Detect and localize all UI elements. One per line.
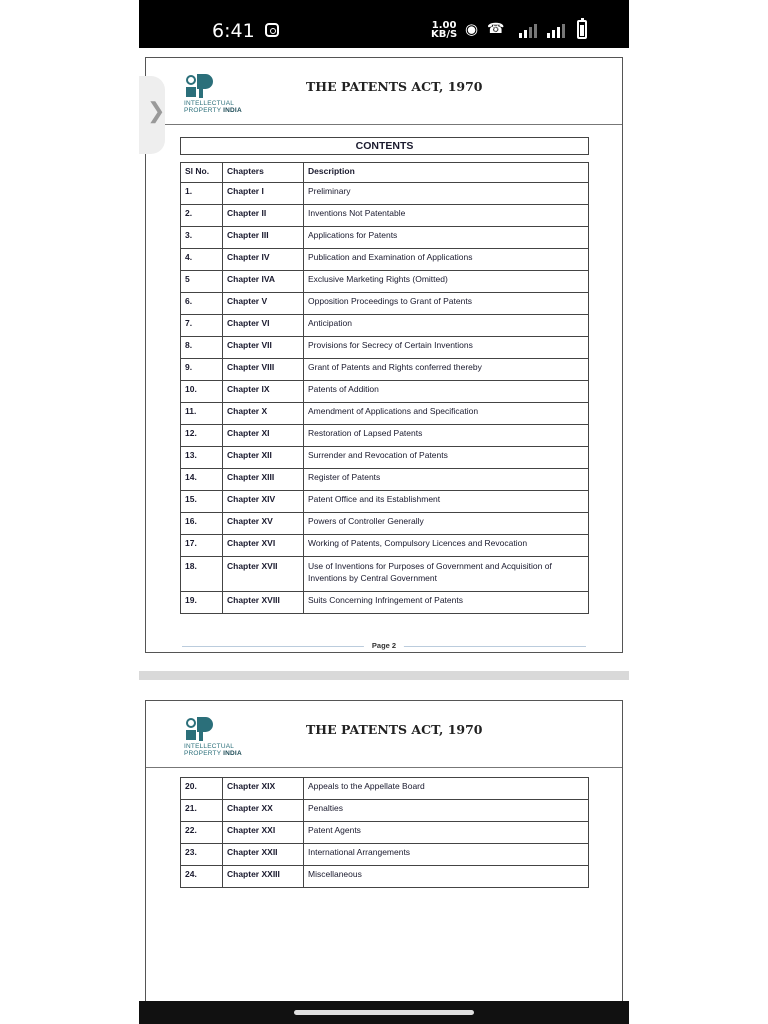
- chapter-cell: Chapter X: [223, 403, 304, 425]
- table-row: [181, 447, 589, 469]
- table-row: [181, 592, 589, 614]
- chapter-cell: Chapter XXIII: [223, 866, 304, 888]
- battery-icon: [577, 20, 587, 39]
- table-row: [181, 778, 589, 800]
- table-row: [181, 337, 589, 359]
- description-cell: Suits Concerning Infringement of Patents: [304, 592, 589, 614]
- chapter-cell: Chapter IVA: [223, 271, 304, 293]
- chapter-cell: Chapter XIII: [223, 469, 304, 491]
- table-row: [181, 535, 589, 557]
- sl-no-cell: 23.: [181, 844, 223, 866]
- page-footer: [182, 641, 586, 651]
- chapter-cell: Chapter II: [223, 205, 304, 227]
- sidebar-toggle[interactable]: [139, 76, 165, 154]
- description-cell: Anticipation: [304, 315, 589, 337]
- page-separator: [139, 671, 629, 680]
- chapter-cell: Chapter IX: [223, 381, 304, 403]
- contents-table-continued: [180, 777, 589, 888]
- chapter-cell: Chapter XVIII: [223, 592, 304, 614]
- chapter-cell: Chapter XV: [223, 513, 304, 535]
- header-divider: [146, 124, 622, 125]
- document-page-3: [145, 700, 623, 1010]
- table-row: [181, 866, 589, 888]
- table-row: [181, 800, 589, 822]
- description-cell: Working of Patents, Compulsory Licences and Revocation: [304, 535, 589, 557]
- header-chapters: Chapters: [223, 163, 304, 183]
- description-cell: Amendment of Applications and Specification: [304, 403, 589, 425]
- description-cell: Register of Patents: [304, 469, 589, 491]
- contents-heading: CONTENTS: [180, 137, 589, 155]
- ip-india-logo-icon: [184, 74, 214, 98]
- clock: 6:41: [212, 20, 255, 42]
- table-row: [181, 359, 589, 381]
- sl-no-cell: 10.: [181, 381, 223, 403]
- sl-no-cell: 16.: [181, 513, 223, 535]
- chapter-cell: Chapter XXI: [223, 822, 304, 844]
- description-cell: Preliminary: [304, 183, 589, 205]
- table-row: [181, 425, 589, 447]
- table-row: [181, 227, 589, 249]
- chapter-cell: Chapter XII: [223, 447, 304, 469]
- sl-no-cell: 12.: [181, 425, 223, 447]
- chapter-cell: Chapter XVII: [223, 557, 304, 592]
- table-row: [181, 183, 589, 205]
- table-row: [181, 491, 589, 513]
- chapter-cell: Chapter XXII: [223, 844, 304, 866]
- table-header-row: [181, 163, 589, 183]
- table-row: [181, 315, 589, 337]
- description-cell: Patent Office and its Establishment: [304, 491, 589, 513]
- description-cell: Opposition Proceedings to Grant of Patents: [304, 293, 589, 315]
- document-title: THE PATENTS ACT, 1970: [306, 722, 483, 737]
- sl-no-cell: 19.: [181, 592, 223, 614]
- description-cell: Miscellaneous: [304, 866, 589, 888]
- header-divider: [146, 767, 622, 768]
- sl-no-cell: 1.: [181, 183, 223, 205]
- table-row: [181, 271, 589, 293]
- table-row: [181, 249, 589, 271]
- chapter-cell: Chapter XX: [223, 800, 304, 822]
- sl-no-cell: 3.: [181, 227, 223, 249]
- description-cell: Grant of Patents and Rights conferred thereby: [304, 359, 589, 381]
- table-row: [181, 381, 589, 403]
- description-cell: Appeals to the Appellate Board: [304, 778, 589, 800]
- chapter-cell: Chapter VIII: [223, 359, 304, 381]
- chevron-right-icon: ❯: [147, 98, 166, 123]
- chapter-cell: Chapter III: [223, 227, 304, 249]
- sl-no-cell: 22.: [181, 822, 223, 844]
- header-description: Description: [304, 163, 589, 183]
- sl-no-cell: 13.: [181, 447, 223, 469]
- status-bar: [139, 0, 629, 48]
- table-row: [181, 844, 589, 866]
- description-cell: Inventions Not Patentable: [304, 205, 589, 227]
- sl-no-cell: 2.: [181, 205, 223, 227]
- phone-screen: [139, 0, 629, 1024]
- description-cell: Restoration of Lapsed Patents: [304, 425, 589, 447]
- wifi-icon: ◉: [465, 21, 479, 38]
- description-cell: Exclusive Marketing Rights (Omitted): [304, 271, 589, 293]
- chapter-cell: Chapter VI: [223, 315, 304, 337]
- sl-no-cell: 17.: [181, 535, 223, 557]
- sl-no-cell: 11.: [181, 403, 223, 425]
- sl-no-cell: 24.: [181, 866, 223, 888]
- sl-no-cell: 18.: [181, 557, 223, 592]
- chapter-cell: Chapter XIX: [223, 778, 304, 800]
- document-title: THE PATENTS ACT, 1970: [306, 79, 483, 94]
- navigation-bar: [139, 1001, 629, 1024]
- description-cell: Use of Inventions for Purposes of Government and Acquisition of Inventions by Central Government: [304, 557, 589, 592]
- sl-no-cell: 9.: [181, 359, 223, 381]
- signal-icon-sim1: [519, 24, 537, 38]
- ip-india-logo: [184, 74, 264, 114]
- description-cell: International Arrangements: [304, 844, 589, 866]
- document-page-2: [145, 57, 623, 653]
- table-row: [181, 469, 589, 491]
- description-cell: Applications for Patents: [304, 227, 589, 249]
- chapter-cell: Chapter XI: [223, 425, 304, 447]
- chapter-cell: Chapter VII: [223, 337, 304, 359]
- page-number: Page 2: [364, 641, 404, 650]
- contents-table: [180, 162, 589, 614]
- description-cell: Provisions for Secrecy of Certain Inventions: [304, 337, 589, 359]
- volte-call-icon: ☎: [487, 20, 505, 36]
- sl-no-cell: 4.: [181, 249, 223, 271]
- sl-no-cell: 6.: [181, 293, 223, 315]
- sl-no-cell: 20.: [181, 778, 223, 800]
- description-cell: Patents of Addition: [304, 381, 589, 403]
- description-cell: Powers of Controller Generally: [304, 513, 589, 535]
- instagram-icon: [265, 23, 279, 37]
- home-gesture-handle[interactable]: [294, 1010, 474, 1015]
- chapter-cell: Chapter V: [223, 293, 304, 315]
- sl-no-cell: 7.: [181, 315, 223, 337]
- description-cell: Publication and Examination of Applications: [304, 249, 589, 271]
- header-sl-no: Sl No.: [181, 163, 223, 183]
- table-row: [181, 822, 589, 844]
- chapter-cell: Chapter I: [223, 183, 304, 205]
- sl-no-cell: 14.: [181, 469, 223, 491]
- table-row: [181, 557, 589, 592]
- description-cell: Surrender and Revocation of Patents: [304, 447, 589, 469]
- network-speed: [431, 21, 457, 39]
- table-row: [181, 293, 589, 315]
- table-row: [181, 513, 589, 535]
- table-row: [181, 403, 589, 425]
- sl-no-cell: 15.: [181, 491, 223, 513]
- chapter-cell: Chapter IV: [223, 249, 304, 271]
- signal-icon-sim2: [547, 24, 565, 38]
- network-speed-value: 1.00: [431, 20, 457, 31]
- sl-no-cell: 8.: [181, 337, 223, 359]
- table-row: [181, 205, 589, 227]
- sl-no-cell: 5: [181, 271, 223, 293]
- logo-text: INTELLECTUAL PROPERTY INDIA: [184, 743, 242, 757]
- chapter-cell: Chapter XIV: [223, 491, 304, 513]
- ip-india-logo: [184, 717, 264, 757]
- sl-no-cell: 21.: [181, 800, 223, 822]
- ip-india-logo-icon: [184, 717, 214, 741]
- description-cell: Patent Agents: [304, 822, 589, 844]
- logo-text: INTELLECTUAL PROPERTY INDIA: [184, 100, 242, 114]
- network-speed-unit: KB/S: [431, 29, 458, 40]
- chapter-cell: Chapter XVI: [223, 535, 304, 557]
- description-cell: Penalties: [304, 800, 589, 822]
